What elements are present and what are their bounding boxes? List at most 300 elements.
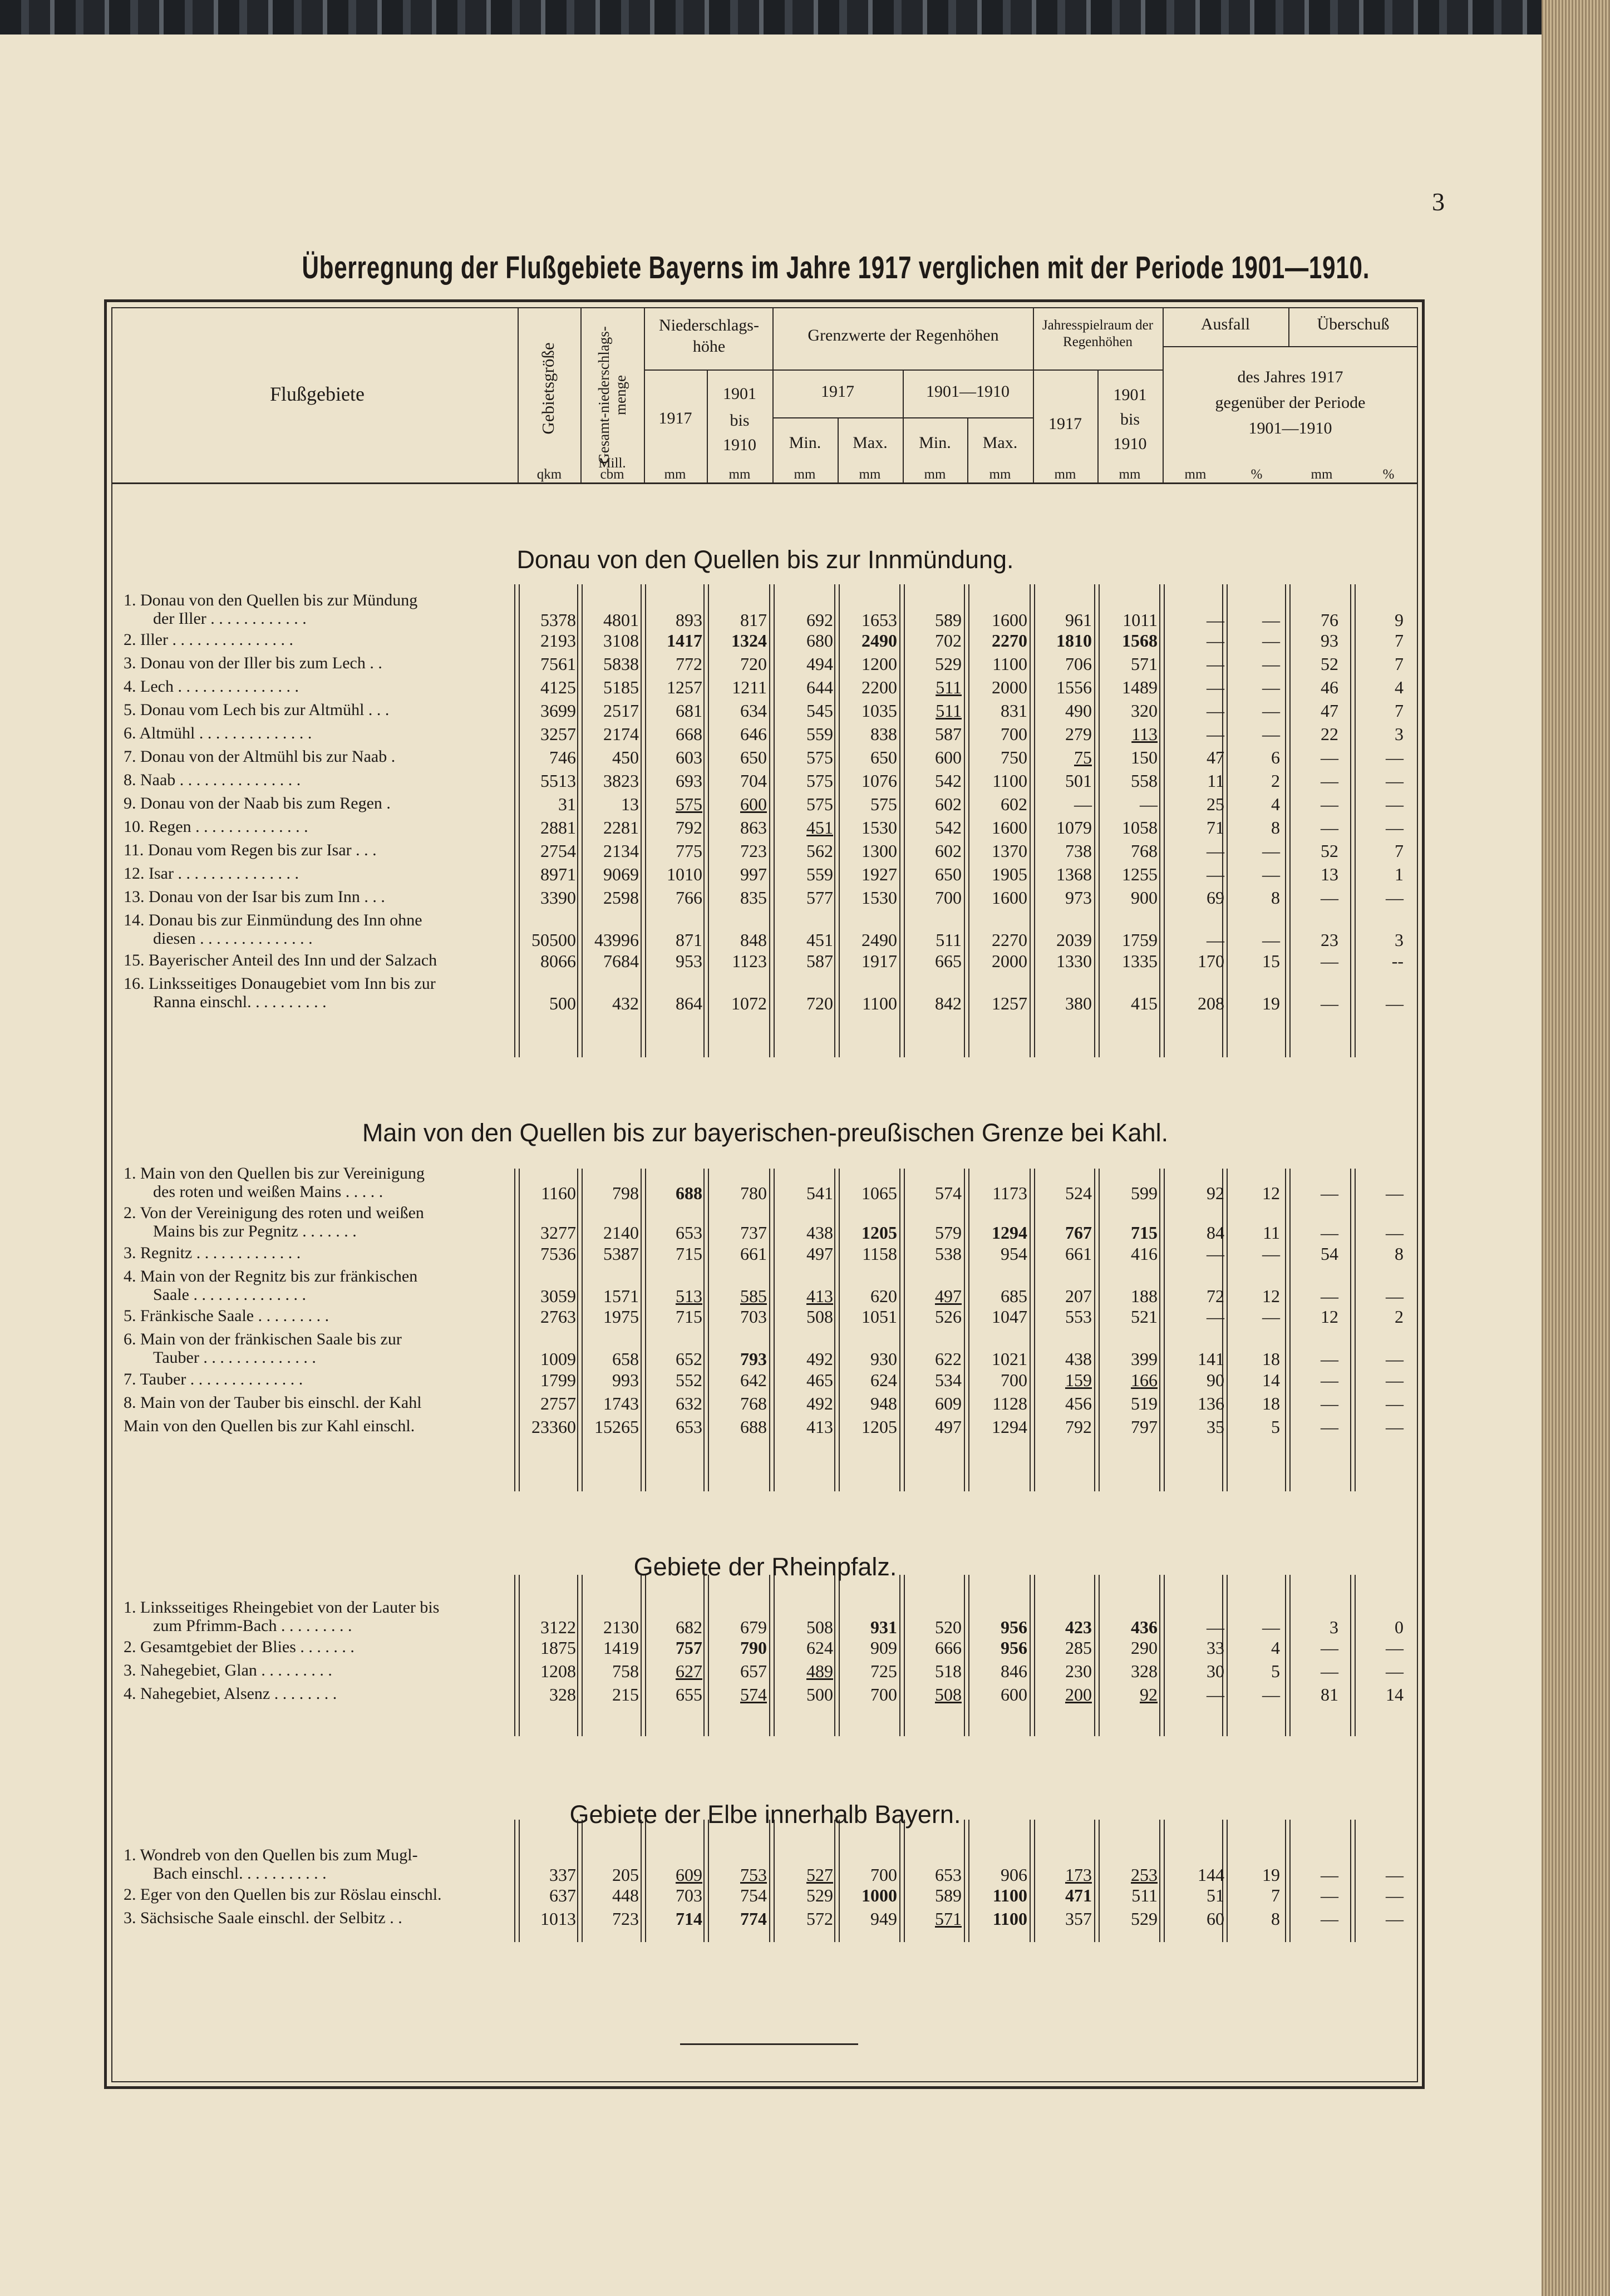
- table-cell: 1158: [862, 1243, 897, 1264]
- row-label: [124, 1846, 513, 1883]
- table-cell: 18: [1262, 1393, 1280, 1413]
- table-cell: 25: [1207, 794, 1224, 815]
- row-label-line: 16. Linksseitiges Donaugebiet vom Inn bis zur: [124, 974, 436, 993]
- table-cell: 653: [676, 1416, 702, 1437]
- table-cell: —: [1321, 1885, 1338, 1906]
- table-cell: 14: [1262, 1369, 1280, 1390]
- table-cell: 587: [935, 724, 962, 745]
- row-label: [124, 1885, 513, 1904]
- row-label: [124, 1307, 513, 1325]
- table-cell: 451: [806, 817, 833, 838]
- table-cell: 602: [935, 794, 962, 815]
- table-cell: 953: [676, 950, 702, 971]
- table-cell: 725: [870, 1661, 897, 1682]
- table-cell: 1257: [992, 993, 1027, 1013]
- table-cell: 1128: [992, 1393, 1027, 1413]
- table-cell: —: [1262, 841, 1280, 861]
- table-cell: 700: [935, 888, 962, 908]
- table-cell: 1058: [1122, 817, 1158, 838]
- table-cell: 585: [740, 1285, 767, 1306]
- table-cell: —: [1321, 1638, 1338, 1658]
- table-cell: 1743: [603, 1393, 639, 1413]
- table-cell: 954: [1001, 1243, 1027, 1264]
- table-cell: 624: [870, 1369, 897, 1390]
- table-cell: 545: [806, 701, 833, 721]
- table-cell: 650: [870, 747, 897, 768]
- table-cell: 600: [1001, 1684, 1027, 1705]
- table-cell: 723: [740, 841, 767, 861]
- row-label-line: 5. Fränkische Saale . . . . . . . . .: [124, 1307, 329, 1326]
- header-niederschlag-1910: 1910: [723, 436, 756, 454]
- table-cell: 52: [1321, 654, 1338, 674]
- header-spiel-bis: bis: [1120, 410, 1140, 428]
- table-cell: 768: [1131, 841, 1158, 861]
- book-binding: [0, 0, 1610, 39]
- row-label-line: 3. Regnitz . . . . . . . . . . . . .: [124, 1243, 301, 1262]
- table-cell: —: [1386, 1369, 1404, 1390]
- table-cell: 715: [676, 1307, 702, 1327]
- table-cell: 51: [1207, 1885, 1224, 1906]
- table-cell: 75: [1074, 747, 1092, 768]
- row-label-line: Bach einschl. . . . . . . . . . .: [153, 1864, 327, 1883]
- row-label: [124, 747, 513, 766]
- table-cell: 632: [676, 1393, 702, 1413]
- table-cell: 1208: [540, 1661, 576, 1682]
- header-divider: [518, 307, 519, 482]
- table-cell: 230: [1065, 1661, 1092, 1682]
- table-cell: 1013: [540, 1909, 576, 1929]
- table-cell: 2490: [861, 630, 897, 651]
- table-cell: 19: [1262, 1865, 1280, 1885]
- unit-label: mm: [924, 467, 946, 482]
- row-label-line: 5. Donau vom Lech bis zur Altmühl . . .: [124, 701, 390, 720]
- table-cell: 961: [1065, 610, 1092, 630]
- table-cell: 357: [1065, 1909, 1092, 1929]
- table-cell: —: [1207, 1617, 1224, 1637]
- table-cell: 0: [1395, 1617, 1404, 1637]
- table-cell: 1010: [667, 864, 702, 885]
- table-cell: 2763: [540, 1307, 576, 1327]
- table-cell: 1370: [992, 841, 1027, 861]
- table-cell: 527: [806, 1865, 833, 1885]
- table-cell: —: [1207, 841, 1224, 861]
- table-cell: 6: [1271, 747, 1280, 768]
- table-cell: 415: [1131, 993, 1158, 1013]
- table-cell: 706: [1065, 654, 1092, 674]
- column-rule: [1164, 1169, 1165, 1491]
- column-rule: [1159, 1575, 1160, 1736]
- row-label: [124, 591, 513, 628]
- column-rule: [769, 584, 770, 1057]
- row-label-line: Ranna einschl. . . . . . . . . .: [153, 992, 327, 1011]
- section-title: Gebiete der Elbe innerhalb Bayern.: [569, 1800, 961, 1829]
- section-title: Gebiete der Rheinpfalz.: [633, 1553, 897, 1581]
- page-title: Überregnung der Flußgebiete Bayerns im Jahre 1917 verglichen mit der Periode 1901—1910.: [302, 250, 1370, 285]
- table-cell: —: [1321, 1865, 1338, 1885]
- table-cell: —: [1321, 1909, 1338, 1929]
- table-cell: 8: [1271, 817, 1280, 838]
- table-cell: 1759: [1122, 930, 1158, 950]
- table-cell: 871: [676, 930, 702, 950]
- table-cell: 31: [558, 794, 576, 815]
- table-cell: 1530: [861, 888, 897, 908]
- table-cell: 15265: [594, 1416, 639, 1437]
- header-jahresspielraum: Jahresspielraum der Regenhöhen: [1042, 318, 1154, 349]
- table-cell: 650: [740, 747, 767, 768]
- table-cell: 497: [935, 1416, 962, 1437]
- table-cell: 511: [936, 677, 962, 698]
- table-cell: 76: [1321, 610, 1338, 630]
- row-label-line: 1. Wondreb von den Quellen bis zum Mugl-: [124, 1846, 418, 1864]
- table-cell: 508: [935, 1684, 962, 1705]
- column-rule: [964, 1820, 965, 1942]
- table-cell: 575: [806, 794, 833, 815]
- column-rule: [1159, 1820, 1160, 1942]
- table-cell: —: [1321, 1369, 1338, 1390]
- row-label: [124, 771, 513, 789]
- table-cell: 714: [676, 1909, 702, 1929]
- table-cell: 215: [612, 1684, 639, 1705]
- table-cell: 13: [621, 794, 639, 815]
- header-grenz-period: 1901—1910: [926, 382, 1010, 401]
- table-cell: 3: [1330, 1617, 1338, 1637]
- table-cell: 1205: [861, 1416, 897, 1437]
- table-cell: 4: [1395, 677, 1404, 698]
- table-cell: 497: [806, 1243, 833, 1264]
- column-rule: [582, 1169, 583, 1491]
- table-cell: 141: [1198, 1349, 1224, 1369]
- header-gebietsgroesse: Gebietsgröße: [538, 342, 558, 435]
- column-rule: [1159, 584, 1160, 1057]
- table-cell: 758: [612, 1661, 639, 1682]
- row-label-line: 1. Donau von den Quellen bis zur Mündung: [124, 591, 418, 609]
- table-cell: 513: [676, 1285, 702, 1306]
- table-cell: 529: [806, 1885, 833, 1906]
- table-cell: 1047: [992, 1307, 1027, 1327]
- table-cell: 166: [1131, 1369, 1158, 1390]
- column-rule: [1159, 1169, 1160, 1491]
- header-divider: [644, 307, 645, 482]
- header-min-1917: Min.: [789, 433, 821, 452]
- table-cell: 948: [870, 1393, 897, 1413]
- table-cell: 831: [1001, 701, 1027, 721]
- table-cell: 92: [1207, 1183, 1224, 1203]
- column-rule: [899, 1169, 900, 1491]
- header-max-1917: Max.: [853, 433, 888, 452]
- table-cell: 637: [549, 1885, 576, 1906]
- table-cell: 11: [1207, 771, 1224, 791]
- row-label-line: 9. Donau von der Naab bis zum Regen .: [124, 794, 391, 813]
- table-cell: —: [1321, 794, 1338, 815]
- column-rule: [1094, 1575, 1095, 1736]
- unit-label: %: [1250, 467, 1263, 482]
- table-cell: 5185: [603, 677, 639, 698]
- table-cell: 574: [935, 1183, 962, 1203]
- table-cell: 737: [740, 1223, 767, 1243]
- table-cell: 490: [1065, 701, 1092, 721]
- table-cell: 538: [935, 1243, 962, 1264]
- table-cell: 700: [870, 1865, 897, 1885]
- table-cell: —: [1207, 1243, 1224, 1264]
- table-cell: 2: [1395, 1307, 1404, 1327]
- table-cell: 1368: [1056, 864, 1092, 885]
- table-cell: 54: [1321, 1243, 1338, 1264]
- table-cell: 657: [740, 1661, 767, 1682]
- table-cell: 600: [935, 747, 962, 768]
- table-cell: 993: [612, 1369, 639, 1390]
- row-label: [124, 951, 513, 969]
- table-cell: 900: [1131, 888, 1158, 908]
- header-spiel-1901: 1901: [1113, 386, 1147, 404]
- table-cell: —: [1386, 1183, 1404, 1203]
- row-label-line: zum Pfrimm-Bach . . . . . . . . .: [153, 1617, 352, 1635]
- table-cell: 1000: [861, 1885, 897, 1906]
- table-cell: —: [1321, 950, 1338, 971]
- table-cell: 757: [676, 1638, 702, 1658]
- table-cell: 290: [1131, 1638, 1158, 1658]
- table-cell: 47: [1321, 701, 1338, 721]
- row-label: [124, 1417, 513, 1435]
- table-cell: 715: [676, 1243, 702, 1264]
- table-cell: 35: [1207, 1416, 1224, 1437]
- table-cell: 1975: [603, 1307, 639, 1327]
- row-label: [124, 724, 513, 742]
- table-cell: 30: [1207, 1661, 1224, 1682]
- table-cell: —: [1386, 1661, 1404, 1682]
- header-max-period: Max.: [982, 433, 1018, 452]
- table-cell: 792: [676, 817, 702, 838]
- row-label: [124, 1204, 513, 1240]
- column-rule: [964, 1575, 965, 1736]
- table-cell: 72: [1207, 1285, 1224, 1306]
- table-cell: 1568: [1122, 630, 1158, 651]
- table-cell: 571: [935, 1909, 962, 1929]
- row-label: [124, 677, 513, 696]
- table-cell: 4125: [540, 677, 576, 698]
- table-cell: 817: [740, 610, 767, 630]
- table-cell: 518: [935, 1661, 962, 1682]
- table-cell: 930: [870, 1349, 897, 1369]
- table-cell: —: [1262, 630, 1280, 651]
- table-cell: 1072: [731, 993, 767, 1013]
- table-cell: 602: [935, 841, 962, 861]
- table-cell: —: [1207, 677, 1224, 698]
- table-cell: —: [1262, 864, 1280, 885]
- table-cell: 2598: [603, 888, 639, 908]
- table-cell: 956: [1001, 1638, 1027, 1658]
- table-cell: 668: [676, 724, 702, 745]
- row-label-line: 2. Eger von den Quellen bis zur Röslau einschl.: [124, 1885, 442, 1904]
- table-cell: 60: [1207, 1909, 1224, 1929]
- table-cell: 692: [806, 610, 833, 630]
- header-spiel-1917: 1917: [1048, 415, 1082, 433]
- row-label-line: 3. Nahegebiet, Glan . . . . . . . . .: [124, 1661, 332, 1680]
- header-niederschlagshoehe: Niederschlags-höhe: [659, 316, 759, 356]
- row-label-line: 4. Lech . . . . . . . . . . . . . . .: [124, 677, 299, 696]
- table-cell: —: [1321, 771, 1338, 791]
- table-cell: 1419: [603, 1638, 639, 1658]
- table-cell: 552: [676, 1369, 702, 1390]
- header-periode: 1901—1910: [1248, 419, 1332, 437]
- table-cell: 679: [740, 1617, 767, 1637]
- table-cell: —: [1207, 724, 1224, 745]
- table-cell: 700: [870, 1684, 897, 1705]
- table-cell: 7: [1395, 841, 1404, 861]
- table-cell: 492: [806, 1393, 833, 1413]
- table-cell: 3059: [540, 1285, 576, 1306]
- table-cell: 620: [870, 1285, 897, 1306]
- table-cell: —: [1321, 888, 1338, 908]
- table-cell: 19: [1262, 993, 1280, 1013]
- table-cell: 863: [740, 817, 767, 838]
- table-cell: —: [1207, 864, 1224, 885]
- table-cell: 448: [612, 1885, 639, 1906]
- unit-label: qkm: [536, 467, 562, 482]
- table-cell: 681: [676, 701, 702, 721]
- table-cell: 501: [1065, 771, 1092, 791]
- table-cell: —: [1262, 930, 1280, 950]
- table-cell: 4: [1271, 1638, 1280, 1658]
- column-rule: [834, 1575, 835, 1736]
- table-cell: 775: [676, 841, 702, 861]
- table-cell: 1905: [992, 864, 1027, 885]
- table-cell: 1011: [1122, 610, 1158, 630]
- table-cell: 47: [1207, 747, 1224, 768]
- table-cell: 600: [740, 794, 767, 815]
- table-cell: 973: [1065, 888, 1092, 908]
- table-cell: —: [1386, 1349, 1404, 1369]
- unit-label: mm: [1311, 467, 1333, 482]
- header-des-jahres: des Jahres 1917: [1237, 368, 1343, 386]
- unit-label: mm: [859, 467, 881, 482]
- column-rule: [904, 1169, 905, 1491]
- column-rule: [769, 1575, 770, 1736]
- column-rule: [1094, 1820, 1095, 1942]
- table-cell: --: [1391, 950, 1404, 971]
- table-cell: 1600: [992, 610, 1027, 630]
- table-cell: 559: [806, 724, 833, 745]
- table-cell: 949: [870, 1909, 897, 1929]
- table-cell: 666: [935, 1638, 962, 1658]
- table-cell: 767: [1065, 1223, 1092, 1243]
- table-cell: 3122: [540, 1617, 576, 1637]
- table-cell: 328: [1131, 1661, 1158, 1682]
- table-cell: 1799: [540, 1369, 576, 1390]
- table-cell: 602: [1001, 794, 1027, 815]
- row-label-line: der Iller . . . . . . . . . . . .: [153, 609, 307, 628]
- table-cell: 5378: [540, 610, 576, 630]
- table-cell: 650: [935, 864, 962, 885]
- table-cell: 541: [806, 1183, 833, 1203]
- row-label-line: 11. Donau vom Regen bis zur Isar . . .: [124, 841, 377, 860]
- table-cell: 2200: [861, 677, 897, 698]
- table-cell: 524: [1065, 1183, 1092, 1203]
- column-rule: [1285, 1169, 1286, 1491]
- unit-label: mm: [1054, 467, 1076, 482]
- table-cell: 7536: [540, 1243, 576, 1264]
- table-cell: 471: [1065, 1885, 1092, 1906]
- row-label-line: 2. Gesamtgebiet der Blies . . . . . . .: [124, 1638, 355, 1657]
- header-mill: Mill.: [598, 456, 626, 471]
- table-cell: —: [1321, 1349, 1338, 1369]
- row-label-line: 4. Main von der Regnitz bis zur fränkischen: [124, 1267, 418, 1285]
- table-cell: —: [1207, 654, 1224, 674]
- table-cell: 1653: [861, 610, 897, 630]
- table-cell: 500: [549, 993, 576, 1013]
- table-cell: 2490: [861, 930, 897, 950]
- table-cell: 622: [935, 1349, 962, 1369]
- unit-label: mm: [794, 467, 816, 482]
- table-cell: 13: [1321, 864, 1338, 885]
- table-cell: 1530: [861, 817, 897, 838]
- table-cell: 715: [1131, 1223, 1158, 1243]
- column-rule: [577, 1169, 578, 1491]
- row-label: [124, 654, 513, 672]
- column-rule: [514, 1169, 515, 1491]
- table-cell: 1255: [1122, 864, 1158, 885]
- table-cell: —: [1262, 724, 1280, 745]
- table-cell: 1294: [992, 1223, 1027, 1243]
- table-cell: 14: [1386, 1684, 1404, 1705]
- row-label: [124, 1638, 513, 1656]
- row-label-line: Mains bis zur Pegnitz . . . . . . .: [153, 1222, 357, 1241]
- table-cell: 279: [1065, 724, 1092, 745]
- table-cell: 1100: [862, 993, 897, 1013]
- table-cell: 652: [676, 1349, 702, 1369]
- table-cell: 1100: [992, 654, 1027, 674]
- table-cell: 579: [935, 1223, 962, 1243]
- column-rule: [1034, 1169, 1035, 1491]
- table-cell: 2039: [1056, 930, 1092, 950]
- table-cell: 661: [1065, 1243, 1092, 1264]
- table-cell: 542: [935, 771, 962, 791]
- table-cell: 1489: [1122, 677, 1158, 698]
- table-cell: 1065: [861, 1183, 897, 1203]
- row-label: [124, 701, 513, 719]
- table-cell: 2174: [603, 724, 639, 745]
- table-cell: 423: [1065, 1617, 1092, 1637]
- table-cell: 780: [740, 1183, 767, 1203]
- table-cell: 1927: [861, 864, 897, 885]
- row-label-line: Tauber . . . . . . . . . . . . . .: [153, 1348, 316, 1367]
- table-cell: 838: [870, 724, 897, 745]
- table-cell: 3277: [540, 1223, 576, 1243]
- table-cell: 1051: [861, 1307, 897, 1327]
- table-cell: —: [1207, 1684, 1224, 1705]
- table-cell: 798: [612, 1183, 639, 1203]
- row-label: [124, 974, 513, 1011]
- unit-label: mm: [728, 467, 751, 482]
- table-cell: 3390: [540, 888, 576, 908]
- table-cell: —: [1207, 610, 1224, 630]
- table-cell: 703: [740, 1307, 767, 1327]
- table-cell: —: [1321, 747, 1338, 768]
- table-cell: 200: [1065, 1684, 1092, 1705]
- table-cell: 575: [806, 747, 833, 768]
- table-cell: —: [1321, 1416, 1338, 1437]
- table-cell: 2270: [992, 630, 1027, 651]
- table-cell: —: [1262, 701, 1280, 721]
- row-label-line: 1. Linksseitiges Rheingebiet von der Lauter bis: [124, 1598, 440, 1617]
- column-rule: [1094, 1169, 1095, 1491]
- table-cell: 842: [935, 993, 962, 1013]
- table-cell: 416: [1131, 1243, 1158, 1264]
- table-cell: 208: [1198, 993, 1224, 1013]
- table-cell: 797: [1131, 1416, 1158, 1437]
- row-label-line: 4. Nahegebiet, Alsenz . . . . . . . .: [124, 1684, 337, 1703]
- table-cell: 753: [740, 1865, 767, 1885]
- table-cell: —: [1262, 677, 1280, 698]
